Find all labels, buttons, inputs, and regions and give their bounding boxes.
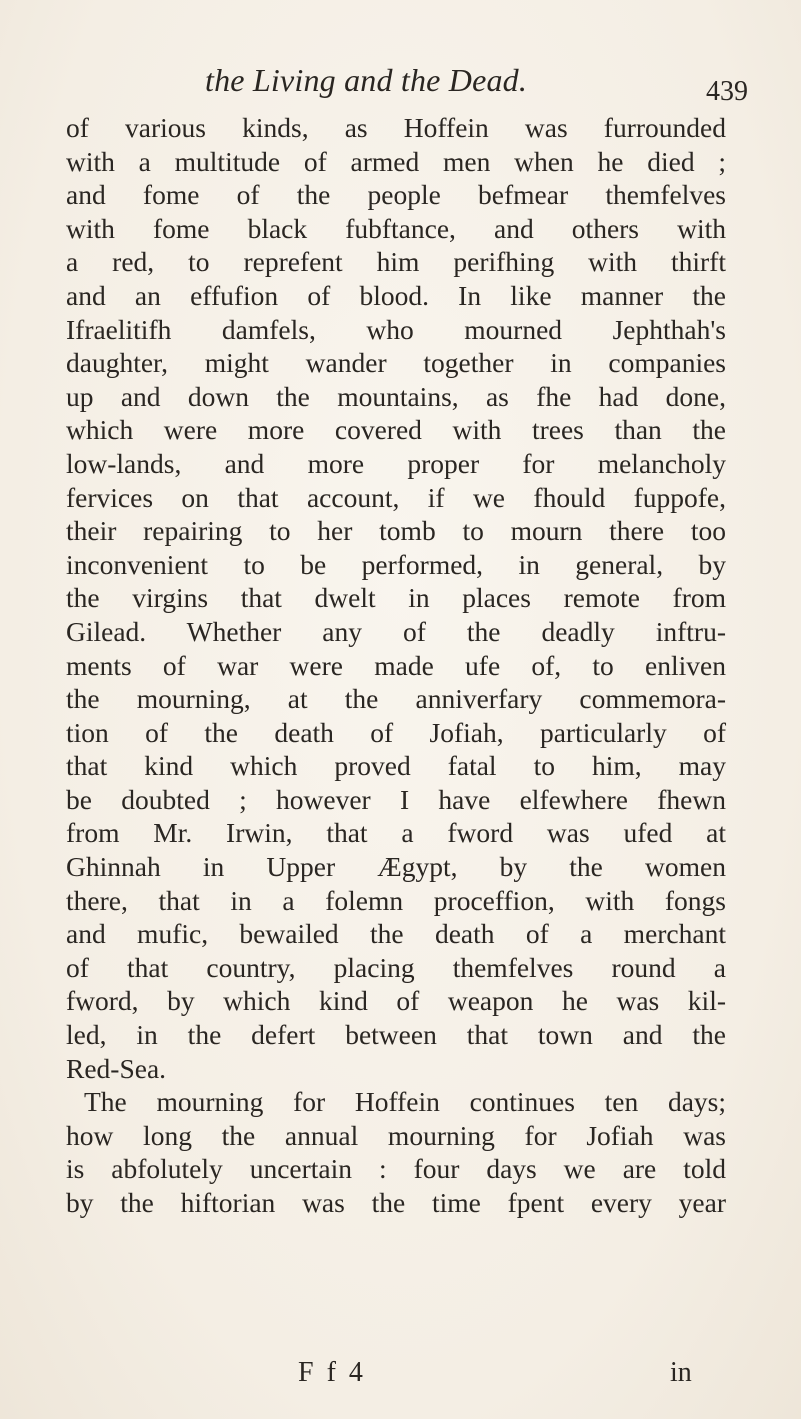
text-line: Ghinnah in Upper Ægypt, by the women: [66, 851, 726, 883]
text-line: and mufic, bewailed the death of a merchant: [66, 918, 726, 950]
text-line: how long the annual mourning for Jofiah was: [66, 1119, 726, 1151]
text-line: be doubted ; however I have elfewhere fhewn: [66, 783, 726, 815]
catchword: in: [670, 1357, 692, 1388]
text-line: their repairing to her tomb to mourn there too: [66, 515, 726, 547]
text-line-paragraph-start: The mourning for Hoffein continues ten days;: [84, 1086, 726, 1118]
text-line: the virgins that dwelt in places remote from: [66, 582, 726, 614]
text-line: by the hiftorian was the time fpent every year: [66, 1187, 726, 1218]
page-footer: [0, 1357, 801, 1391]
text-line: up and down the mountains, as fhe had done,: [66, 380, 726, 412]
text-line: low-lands, and more proper for melancholy: [66, 447, 726, 479]
text-line-paragraph-end: Red-Sea.: [66, 1052, 167, 1084]
text-line: daughter, might wander together in companies: [66, 347, 726, 379]
text-line: that kind which proved fatal to him, may: [66, 750, 726, 782]
text-line: tion of the death of Jofiah, particularly of: [66, 716, 726, 748]
signature-mark: F f 4: [298, 1357, 366, 1388]
text-line: is abfolutely uncertain : four days we are told: [66, 1153, 726, 1185]
text-line: of various kinds, as Hoffein was furrounded: [66, 112, 726, 143]
body-text: [66, 111, 726, 1220]
text-line: which were more covered with trees than the: [66, 414, 726, 446]
text-line: inconvenient to be performed, in general, by: [66, 548, 726, 580]
running-title: the Living and the Dead.: [205, 62, 528, 98]
text-line: fervices on that account, if we fhould fuppofe,: [66, 481, 726, 513]
text-line: of that country, placing themfelves round a: [66, 951, 726, 983]
text-line: with a multitude of armed men when he died ;: [66, 145, 726, 177]
text-line: and fome of the people befmear themfelves: [66, 179, 726, 211]
text-line: fword, by which kind of weapon he was kil-: [66, 985, 726, 1017]
text-line: led, in the defert between that town and the: [66, 1019, 726, 1051]
text-line: and an effufion of blood. In like manner the: [66, 279, 726, 311]
text-line: Gilead. Whether any of the deadly inftru-: [66, 615, 726, 647]
text-line: there, that in a folemn proceffion, with fongs: [66, 884, 726, 916]
text-line: a red, to reprefent him perifhing with thirft: [66, 246, 726, 278]
text-line: Ifraelitifh damfels, who mourned Jephthah's: [66, 313, 726, 345]
page-header: [0, 62, 801, 107]
text-line: from Mr. Irwin, that a fword was ufed at: [66, 817, 726, 849]
text-line: the mourning, at the anniverfary commemora-: [66, 683, 726, 715]
text-line: ments of war were made ufe of, to enliven: [66, 649, 726, 681]
text-line: with fome black fubftance, and others with: [66, 212, 726, 244]
page-number: 439: [706, 76, 748, 107]
